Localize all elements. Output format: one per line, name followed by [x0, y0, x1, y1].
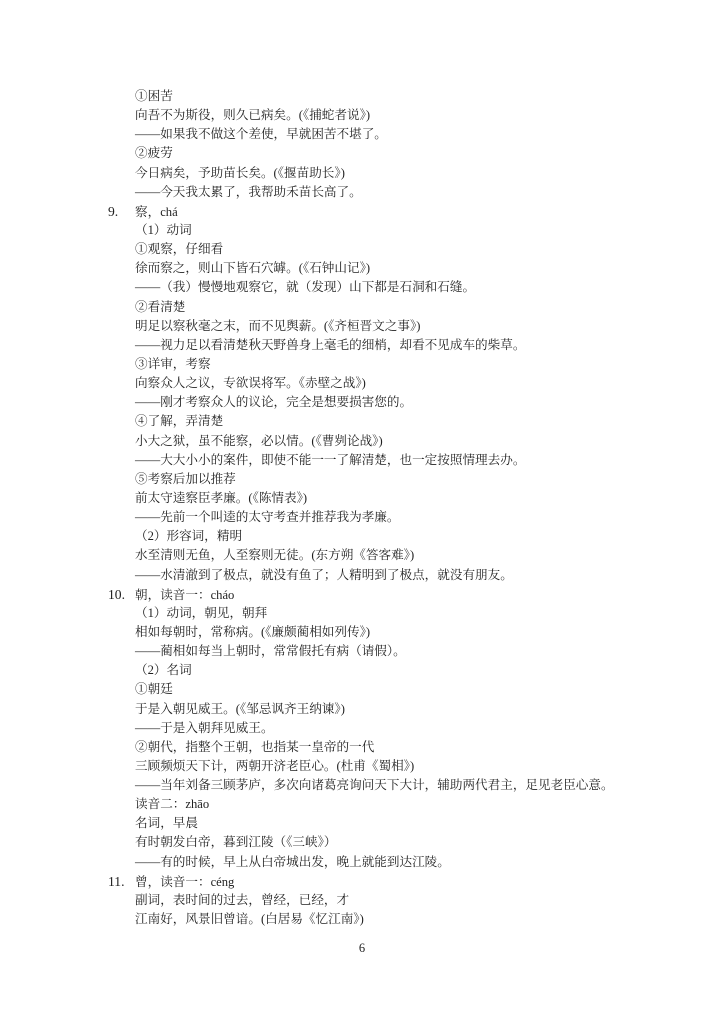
text-line: ——大大小小的案件，即使不能一一了解清楚，也一定按照情理去办。 — [135, 452, 526, 467]
text-line: ①困苦 — [135, 89, 173, 103]
text-line: ①观察，仔细看 — [135, 242, 224, 257]
text-line: 江南好，风景旧曾谙。(白居易《忆江南》) — [135, 912, 364, 927]
text-line: 前太守逵察臣孝廉。(《陈情表》) — [135, 490, 308, 505]
text-line: ①朝廷 — [135, 682, 173, 697]
text-line: ——视力足以看清楚秋天野兽身上毫毛的细梢，却看不见成车的柴草。 — [135, 337, 526, 352]
item-term: 朝，读音一：cháo — [135, 587, 235, 602]
text-line: 副词，表时间的过去，曾经，已经，才 — [135, 892, 350, 907]
text-line: 于是入朝见威王。(《邹忌讽齐王纳谏》) — [135, 701, 345, 716]
text-line: 读音二：zhāo — [135, 797, 210, 812]
item-number: 9. — [108, 203, 119, 219]
text-line: 今日病矣，予助苗长矣。(《揠苗助长》) — [135, 165, 345, 180]
text-line: ——如果我不做这个差使，早就困苦不堪了。 — [135, 127, 387, 142]
text-line: ——今天我太累了，我帮助禾苗长高了。 — [135, 184, 362, 199]
text-line: ④了解，弄清楚 — [135, 414, 224, 429]
text-line: 向吾不为斯役，则久已病矣。(《捕蛇者说》) — [135, 108, 371, 123]
item-number: 11. — [108, 873, 125, 889]
text-line: ——有的时候，早上从白帝城出发，晚上就能到达江陵。 — [135, 854, 450, 869]
item-term: 曾，读音一：céng — [135, 874, 235, 889]
text-line: 向察众人之议，专欲误将军。《赤壁之战》) — [135, 376, 366, 391]
text-line: （2）形容词，精明 — [135, 529, 243, 544]
item-number: 10. — [108, 586, 125, 602]
text-line: ——蔺相如每当上朝时，常常假托有病（请假）。 — [135, 644, 406, 659]
text-line: （1）动词 — [135, 222, 192, 237]
text-line: ③详审，考察 — [135, 356, 211, 371]
text-line: 相如每朝时，常称病。(《廉颇蔺相如列传》) — [135, 624, 371, 639]
text-line: ——于是入朝拜见威王。 — [135, 720, 274, 735]
list-item-line — [0, 585, 724, 604]
text-line: ②看清楚 — [135, 299, 186, 314]
text-line: ⑤考察后加以推荐 — [135, 471, 236, 486]
text-line: ——当年刘备三顾茅庐，多次向诸葛亮询问天下大计，辅助两代君主，足见老臣心意。 — [135, 778, 614, 793]
text-line: 明足以察秋毫之末，而不见舆薪。(《齐桓晋文之事》) — [135, 318, 421, 333]
text-line: 三顾频烦天下计，两朝开济老臣心。(杜甫《蜀相》) — [135, 758, 415, 773]
list-item-line — [0, 202, 724, 221]
item-term: 察，chá — [135, 204, 178, 219]
text-line: （1）动词，朝见，朝拜 — [135, 605, 268, 620]
text-line: ②朝代，指整个王朝，也指某一皇帝的一代 — [135, 739, 375, 754]
text-line: （2）名词 — [135, 663, 192, 678]
list-item-line — [0, 872, 724, 891]
text-line: 小大之狱，虽不能察，必以情。(《曹刿论战》) — [135, 433, 383, 448]
text-line: 水至清则无鱼，人至察则无徒。(东方朔《答客难》) — [135, 548, 415, 563]
text-line: ——（我）慢慢地观察它，就（发现）山下都是石洞和石缝。 — [135, 280, 476, 295]
text-line: 名词，早晨 — [135, 816, 198, 831]
text-line: 徐而察之，则山下皆石穴罅。(《石钟山记》) — [135, 261, 371, 276]
page-number: 6 — [358, 941, 366, 955]
text-line: ——先前一个叫逵的太守考查并推荐我为孝廉。 — [135, 510, 400, 525]
text-block — [0, 87, 724, 929]
text-line: ——水清澈到了极点，就没有鱼了；人精明到了极点，就没有朋友。 — [135, 567, 513, 582]
text-line: ②疲劳 — [135, 146, 173, 161]
text-line: ——刚才考察众人的议论，完全是想要损害您的。 — [135, 395, 413, 410]
text-line: 有时朝发白帝，暮到江陵（《三峡》） — [135, 835, 337, 850]
